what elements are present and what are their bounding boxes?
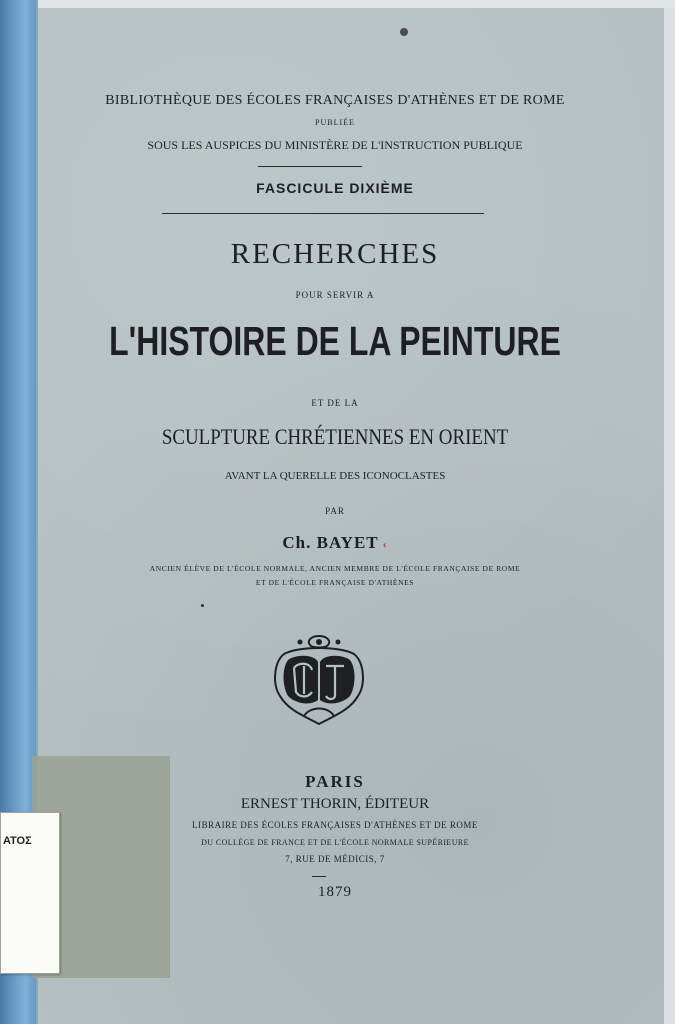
red-mark: ‹ (378, 537, 388, 551)
published-label: PUBLIÉE (315, 118, 355, 127)
author-name-text: Ch. BAYET (282, 533, 379, 552)
series-title: BIBLIOTHÈQUE DES ÉCOLES FRANÇAISES D'ATHÈNES ET DE ROME (105, 93, 565, 108)
monogram-emblem-icon (270, 632, 368, 728)
library-label-text: ΑΤΟΣ (3, 835, 32, 847)
publisher-line-2: DU COLLÈGE DE FRANCE ET DE L'ÉCOLE NORMALE SUPÉRIEURE (201, 838, 469, 847)
title-sculpture: SCULPTURE CHRÉTIENNES EN ORIENT (161, 424, 509, 449)
ink-speck (201, 604, 204, 607)
author-credit-1: ANCIEN ÉLÈVE DE L'ÉCOLE NORMALE, ANCIEN MEMBRE DE L'ÉCOLE FRANÇAISE DE ROME (149, 564, 521, 573)
library-label (0, 812, 60, 974)
publisher: ERNEST THORIN, ÉDITEUR (240, 796, 430, 812)
title-et-de-la: ET DE LA (311, 398, 359, 408)
ink-speck (400, 28, 408, 36)
auspices-line: SOUS LES AUSPICES DU MINISTÈRE DE L'INSTRUCTION PUBLIQUE (147, 138, 523, 152)
address: 7, RUE DE MÉDICIS, 7 (285, 854, 385, 864)
by-label: PAR (325, 506, 345, 516)
title-recherches: RECHERCHES (230, 238, 440, 270)
author-credit-2: ET DE L'ÉCOLE FRANÇAISE D'ATHÈNES (255, 578, 415, 587)
rule-short (258, 166, 362, 167)
fascicule-label: FASCICULE DIXIÈME (256, 180, 414, 196)
rule-long (162, 213, 484, 214)
title-pour-servir: POUR SERVIR A (295, 290, 375, 300)
author-name (40, 533, 630, 553)
top-margin (38, 0, 675, 8)
publication-year: 1879 (318, 884, 352, 900)
subtitle-avant: AVANT LA QUERELLE DES ICONOCLASTES (224, 470, 446, 482)
cover-right-edge (664, 8, 675, 1024)
main-title: L'HISTOIRE DE LA PEINTURE (109, 318, 561, 364)
publisher-line-1: LIBRAIRE DES ÉCOLES FRANÇAISES D'ATHÈNES ET DE ROME (192, 820, 478, 830)
rule-tiny (312, 876, 326, 877)
city: PARIS (305, 772, 365, 791)
